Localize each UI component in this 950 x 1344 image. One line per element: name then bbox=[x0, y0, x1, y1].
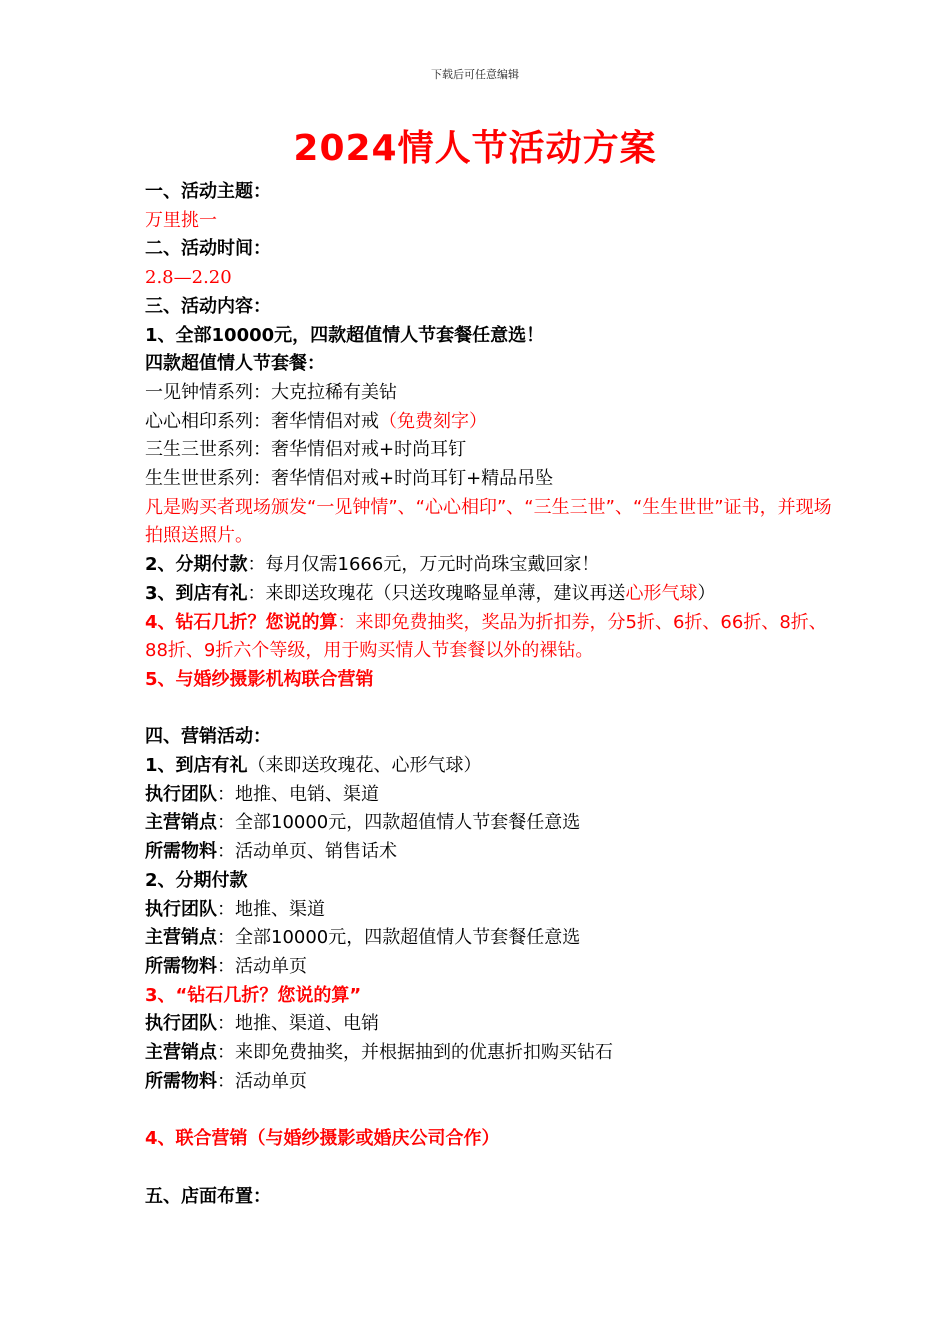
package-item bbox=[145, 379, 835, 408]
execution-team bbox=[145, 781, 835, 810]
field-label: 所需物料 bbox=[145, 955, 217, 977]
field-value: ：活动单页、销售话术 bbox=[217, 841, 397, 863]
section-4-heading: 四、营销活动： bbox=[145, 726, 271, 748]
package-desc: 奢华情侣对戒 bbox=[271, 410, 379, 432]
activity-dates: 2.8—2.20 bbox=[145, 267, 232, 289]
field-value: ：活动单页 bbox=[217, 955, 307, 977]
required-materials bbox=[145, 953, 835, 982]
document-title: 2024情人节活动方案 bbox=[293, 128, 657, 169]
package-name: 生生世世系列： bbox=[145, 468, 271, 490]
package-name: 心心相印系列： bbox=[145, 410, 271, 432]
content-item-2 bbox=[145, 551, 835, 580]
package-desc: 大克拉稀有美钻 bbox=[271, 381, 397, 403]
section-3-heading: 三、活动内容： bbox=[145, 295, 271, 317]
item-text-end: ） bbox=[697, 582, 716, 604]
package-name: 三生三世系列： bbox=[145, 439, 271, 461]
item-text: （来即送玫瑰花、心形气球） bbox=[247, 755, 482, 777]
field-value: ：来即免费抽奖，并根据抽到的优惠折扣购买钻石 bbox=[217, 1042, 613, 1064]
field-value: ：全部10000元，四款超值情人节套餐任意选 bbox=[217, 927, 581, 949]
field-label: 主营销点 bbox=[145, 1042, 217, 1064]
section-1-heading: 一、活动主题： bbox=[145, 181, 271, 202]
field-label: 执行团队 bbox=[145, 898, 217, 920]
content-item-5: 5、与婚纱摄影机构联合营销 bbox=[145, 668, 374, 690]
spacer bbox=[145, 695, 835, 724]
required-materials bbox=[145, 838, 835, 867]
item-label: 1、到店有礼 bbox=[145, 755, 248, 777]
item-label: 4、钻石几折？您说的算 bbox=[145, 611, 338, 633]
spacer bbox=[145, 1096, 835, 1125]
certificate-note: 凡是购买者现场颁发“一见钟情”、“心心相印”、“三生三世”、“生生世世”证书，并现场拍照送照片。 bbox=[145, 496, 832, 547]
marketing-item-4: 4、联合营销（与婚纱摄影或婚庆公司合作） bbox=[145, 1128, 500, 1150]
field-value: ：地推、渠道、电销 bbox=[217, 1013, 379, 1035]
field-value: ：全部10000元，四款超值情人节套餐任意选 bbox=[217, 812, 581, 834]
field-label: 所需物料 bbox=[145, 841, 217, 863]
item-highlight: 心形气球 bbox=[625, 582, 698, 604]
spacer bbox=[145, 1154, 835, 1183]
package-name: 一见钟情系列： bbox=[145, 381, 271, 403]
required-materials bbox=[145, 1068, 835, 1097]
section-2-heading: 二、活动时间： bbox=[145, 238, 271, 260]
item-text: ：来即送玫瑰花（只送玫瑰略显单薄，建议再送 bbox=[247, 582, 626, 604]
package-item bbox=[145, 436, 835, 465]
item-text: ：每月仅需1666元，万元时尚珠宝戴回家！ bbox=[247, 554, 600, 576]
field-label: 执行团队 bbox=[145, 1013, 217, 1035]
package-desc: 奢华情侣对戒+时尚耳钉+精品吊坠 bbox=[271, 468, 554, 490]
item-text: ：来即免费抽奖，奖品为折扣券，分5折、6折、66折、8折、88折、9折六个等级，用于购买情人节套餐以外的裸钻。 bbox=[145, 611, 827, 662]
field-value: ：活动单页 bbox=[217, 1070, 307, 1092]
package-desc: 奢华情侣对戒+时尚耳钉 bbox=[271, 439, 467, 461]
field-value: ：地推、渠道 bbox=[217, 898, 325, 920]
package-extra: （免费刻字） bbox=[379, 410, 487, 432]
item-label: 2、分期付款 bbox=[145, 554, 248, 576]
field-value: ：地推、电销、渠道 bbox=[217, 783, 379, 805]
field-label: 所需物料 bbox=[145, 1070, 217, 1092]
header-note: 下载后可任意编辑 bbox=[431, 68, 519, 81]
main-selling-point bbox=[145, 809, 835, 838]
packages-heading: 四款超值情人节套餐： bbox=[145, 353, 325, 375]
package-item bbox=[145, 408, 835, 437]
package-item bbox=[145, 465, 835, 494]
field-label: 执行团队 bbox=[145, 783, 217, 805]
main-selling-point bbox=[145, 924, 835, 953]
item-label: 3、到店有礼 bbox=[145, 582, 248, 604]
section-5-heading: 五、店面布置： bbox=[145, 1185, 271, 1207]
content-item-4 bbox=[145, 609, 835, 666]
field-label: 主营销点 bbox=[145, 927, 217, 949]
marketing-item-2: 2、分期付款 bbox=[145, 869, 248, 891]
marketing-item-3: 3、“钻石几折？您说的算” bbox=[145, 984, 362, 1006]
activity-theme: 万里挑一 bbox=[145, 209, 217, 231]
field-label: 主营销点 bbox=[145, 812, 217, 834]
main-selling-point bbox=[145, 1039, 835, 1068]
execution-team bbox=[145, 896, 835, 925]
content-item-3 bbox=[145, 580, 835, 609]
content-item-1: 1、全部10000元，四款超值情人节套餐任意选！ bbox=[145, 324, 545, 346]
document-body bbox=[145, 178, 835, 1211]
execution-team bbox=[145, 1010, 835, 1039]
marketing-item-1 bbox=[145, 752, 835, 781]
